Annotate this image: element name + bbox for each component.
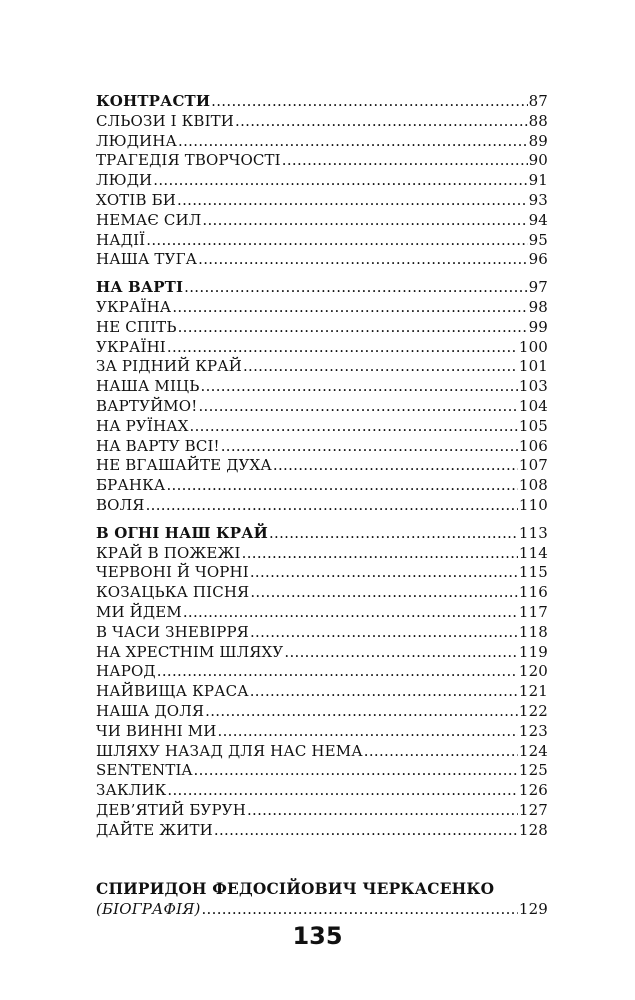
toc-entry[interactable] bbox=[96, 702, 548, 722]
dot-leader bbox=[198, 250, 527, 270]
toc-entry-page: 94 bbox=[528, 210, 548, 229]
toc-entry-label: БРАНКА bbox=[96, 476, 166, 495]
toc-entry-label: СЛЬОЗИ І КВІТИ bbox=[96, 111, 235, 130]
toc-sections bbox=[96, 92, 548, 840]
toc-entry-page: 101 bbox=[518, 357, 548, 376]
dot-leader bbox=[190, 417, 518, 437]
dot-leader bbox=[247, 801, 518, 821]
toc-entry-label: КОЗАЦЬКА ПІСНЯ bbox=[96, 583, 250, 602]
toc-section bbox=[96, 92, 548, 270]
dot-leader bbox=[157, 662, 518, 682]
toc-section bbox=[96, 278, 548, 516]
toc-entry[interactable] bbox=[96, 298, 548, 318]
section-title: В ОГНІ НАШ КРАЙ bbox=[96, 523, 268, 542]
toc-entry-label: ДЕВ’ЯТИЙ БУРУН bbox=[96, 800, 246, 819]
dot-leader bbox=[184, 278, 527, 298]
toc-entry-page: 118 bbox=[518, 622, 548, 641]
section-title: НА ВАРТІ bbox=[96, 278, 184, 297]
toc-entry-biography[interactable] bbox=[96, 900, 548, 920]
dot-leader bbox=[153, 171, 527, 191]
toc-entry[interactable] bbox=[96, 583, 548, 603]
toc-entry-label: В ЧАСИ ЗНЕВІРРЯ bbox=[96, 622, 249, 641]
dot-leader bbox=[201, 900, 517, 920]
dot-leader bbox=[177, 191, 528, 211]
toc-entry[interactable] bbox=[96, 662, 548, 682]
toc-entry-page: 89 bbox=[528, 131, 548, 150]
toc-entry[interactable] bbox=[96, 544, 548, 564]
toc-entry[interactable] bbox=[96, 151, 548, 171]
toc-entry-label: ШЛЯХУ НАЗАД ДЛЯ НАС НЕМА bbox=[96, 741, 363, 760]
table-of-contents bbox=[96, 92, 548, 920]
toc-entry[interactable] bbox=[96, 132, 548, 152]
page-number: 135 bbox=[292, 922, 343, 950]
dot-leader bbox=[178, 132, 528, 152]
toc-entry-label: НАЙВИЩА КРАСА bbox=[96, 682, 249, 701]
toc-entry-label: НАША ТУГА bbox=[96, 250, 198, 269]
dot-leader bbox=[146, 231, 527, 251]
toc-entry-label: УКРАЇНІ bbox=[96, 337, 166, 356]
toc-entry-page: 106 bbox=[518, 436, 548, 455]
toc-entry-page: 121 bbox=[518, 682, 548, 701]
dot-leader bbox=[205, 702, 518, 722]
toc-entry-label: НА ХРЕСТНІМ ШЛЯХУ bbox=[96, 642, 284, 661]
toc-entry-label: НАША МІЦЬ bbox=[96, 377, 200, 396]
toc-entry[interactable] bbox=[96, 821, 548, 841]
toc-entry-label: ЧЕРВОНІ Й ЧОРНІ bbox=[96, 563, 249, 582]
dot-leader bbox=[146, 496, 518, 516]
dot-leader bbox=[242, 544, 518, 564]
dot-leader bbox=[273, 456, 518, 476]
section-page: 87 bbox=[528, 92, 548, 110]
toc-entry-page: 122 bbox=[518, 701, 548, 720]
dot-leader bbox=[235, 112, 528, 132]
toc-entry[interactable] bbox=[96, 496, 548, 516]
toc-entry[interactable] bbox=[96, 761, 548, 781]
toc-entry-page: 88 bbox=[528, 111, 548, 130]
dot-leader bbox=[166, 476, 517, 496]
toc-entry-page: 105 bbox=[518, 416, 548, 435]
toc-entry-page: 103 bbox=[518, 377, 548, 396]
toc-entry-page: 96 bbox=[528, 250, 548, 269]
toc-section-heading[interactable] bbox=[96, 278, 548, 298]
toc-entry-page: 127 bbox=[518, 800, 548, 819]
dot-leader bbox=[282, 151, 528, 171]
toc-entry-label: ЗА РІДНИЙ КРАЙ bbox=[96, 357, 242, 376]
toc-entry-page: 120 bbox=[518, 662, 548, 681]
toc-entry[interactable] bbox=[96, 112, 548, 132]
toc-section-heading[interactable] bbox=[96, 92, 548, 112]
toc-entry-label: НАРОД bbox=[96, 662, 156, 681]
dot-leader bbox=[198, 397, 517, 417]
toc-entry-label: НА РУЇНАХ bbox=[96, 416, 189, 435]
toc-entry-label: НА ВАРТУ ВСІ! bbox=[96, 436, 220, 455]
toc-entry[interactable] bbox=[96, 357, 548, 377]
toc-entry[interactable] bbox=[96, 603, 548, 623]
toc-entry[interactable] bbox=[96, 456, 548, 476]
dot-leader bbox=[284, 643, 518, 663]
dot-leader bbox=[250, 583, 518, 603]
toc-entry[interactable] bbox=[96, 781, 548, 801]
dot-leader bbox=[211, 92, 527, 112]
toc-entry[interactable] bbox=[96, 476, 548, 496]
dot-leader bbox=[214, 821, 518, 841]
dot-leader bbox=[243, 357, 518, 377]
toc-entry-label: УКРАЇНА bbox=[96, 297, 172, 316]
toc-entry[interactable] bbox=[96, 643, 548, 663]
toc-entry-label: ВОЛЯ bbox=[96, 495, 145, 514]
toc-entry-page: 117 bbox=[518, 602, 548, 621]
toc-entry-page: 100 bbox=[518, 337, 548, 356]
toc-entry-page: 91 bbox=[528, 171, 548, 190]
toc-entry[interactable] bbox=[96, 338, 548, 358]
dot-leader bbox=[167, 781, 517, 801]
toc-entry[interactable] bbox=[96, 211, 548, 231]
toc-entry-page: 115 bbox=[518, 563, 548, 582]
section-page: 113 bbox=[518, 523, 548, 542]
toc-entry[interactable] bbox=[96, 397, 548, 417]
dot-leader bbox=[250, 682, 518, 702]
toc-entry-page: 125 bbox=[518, 761, 548, 780]
toc-entry-page: 116 bbox=[518, 583, 548, 602]
toc-entry-label: НЕМАЄ СИЛ bbox=[96, 210, 202, 229]
toc-entry-page: 90 bbox=[528, 151, 548, 170]
dot-leader bbox=[218, 722, 518, 742]
toc-entry-label: НЕ СПІТЬ bbox=[96, 317, 177, 336]
toc-entry-page: 95 bbox=[528, 230, 548, 249]
toc-entry-page: 104 bbox=[518, 396, 548, 415]
section-page: 97 bbox=[528, 278, 548, 297]
toc-entry-label: НАША ДОЛЯ bbox=[96, 701, 205, 720]
toc-entry-label: ДАЙТЕ ЖИТИ bbox=[96, 820, 213, 839]
toc-entry-label: НЕ ВГАШАЙТЕ ДУХА bbox=[96, 456, 272, 475]
dot-leader bbox=[221, 437, 518, 457]
dot-leader bbox=[250, 623, 518, 643]
dot-leader bbox=[172, 298, 527, 318]
dot-leader bbox=[250, 563, 518, 583]
toc-entry-page: 129 bbox=[518, 900, 548, 919]
toc-entry-label: ЛЮДИ bbox=[96, 171, 153, 190]
toc-entry[interactable] bbox=[96, 318, 548, 338]
toc-section bbox=[96, 524, 548, 841]
dot-leader bbox=[167, 338, 518, 358]
toc-entry-label: SENTENTIA bbox=[96, 761, 193, 780]
toc-entry-page: 126 bbox=[518, 781, 548, 800]
dot-leader bbox=[178, 318, 528, 338]
toc-entry[interactable] bbox=[96, 682, 548, 702]
dot-leader bbox=[201, 377, 518, 397]
toc-entry-label: НАДІЇ bbox=[96, 230, 146, 249]
toc-entry[interactable] bbox=[96, 377, 548, 397]
toc-entry-label: (БІОГРАФІЯ) bbox=[96, 900, 201, 919]
toc-entry[interactable] bbox=[96, 742, 548, 762]
toc-entry-page: 110 bbox=[518, 495, 548, 514]
toc-entry-page: 119 bbox=[518, 642, 548, 661]
toc-entry[interactable] bbox=[96, 623, 548, 643]
toc-entry-label: ТРАГЕДІЯ ТВОРЧОСТІ bbox=[96, 151, 281, 170]
toc-entry[interactable] bbox=[96, 801, 548, 821]
dot-leader bbox=[269, 524, 518, 544]
toc-entry[interactable] bbox=[96, 417, 548, 437]
section-title: КОНТРАСТИ bbox=[96, 92, 211, 110]
toc-entry-page: 93 bbox=[528, 190, 548, 209]
toc-entry-label: ХОТІВ БИ bbox=[96, 190, 177, 209]
dot-leader bbox=[202, 211, 527, 231]
toc-entry-page: 114 bbox=[518, 543, 548, 562]
toc-entry-page: 123 bbox=[518, 721, 548, 740]
toc-entry-label: ЛЮДИНА bbox=[96, 131, 178, 150]
toc-entry-label: ВАРТУЙМО! bbox=[96, 396, 198, 415]
toc-entry-label: МИ ЙДЕМ bbox=[96, 602, 182, 621]
toc-entry-page: 98 bbox=[528, 297, 548, 316]
biography-author-name: СПИРИДОН ФЕДОСІЙОВИЧ ЧЕРКАСЕНКО bbox=[96, 880, 495, 899]
toc-entry-label: КРАЙ В ПОЖЕЖІ bbox=[96, 543, 241, 562]
toc-section-heading[interactable] bbox=[96, 524, 548, 544]
dot-leader bbox=[183, 603, 518, 623]
toc-entry-page: 128 bbox=[518, 820, 548, 839]
toc-entry[interactable] bbox=[96, 437, 548, 457]
toc-entry-page: 107 bbox=[518, 456, 548, 475]
dot-leader bbox=[364, 742, 518, 762]
toc-entry-page: 108 bbox=[518, 476, 548, 495]
toc-entry[interactable] bbox=[96, 722, 548, 742]
toc-entry-label: ЗАКЛИК bbox=[96, 781, 167, 800]
toc-entry[interactable] bbox=[96, 191, 548, 211]
toc-entry-page: 124 bbox=[518, 741, 548, 760]
toc-entry[interactable] bbox=[96, 563, 548, 583]
dot-leader bbox=[194, 761, 518, 781]
toc-entry-page: 99 bbox=[528, 317, 548, 336]
toc-entry[interactable] bbox=[96, 171, 548, 191]
toc-entry-label: ЧИ ВИННІ МИ bbox=[96, 721, 217, 740]
toc-entry[interactable] bbox=[96, 250, 548, 270]
toc-entry[interactable] bbox=[96, 231, 548, 251]
